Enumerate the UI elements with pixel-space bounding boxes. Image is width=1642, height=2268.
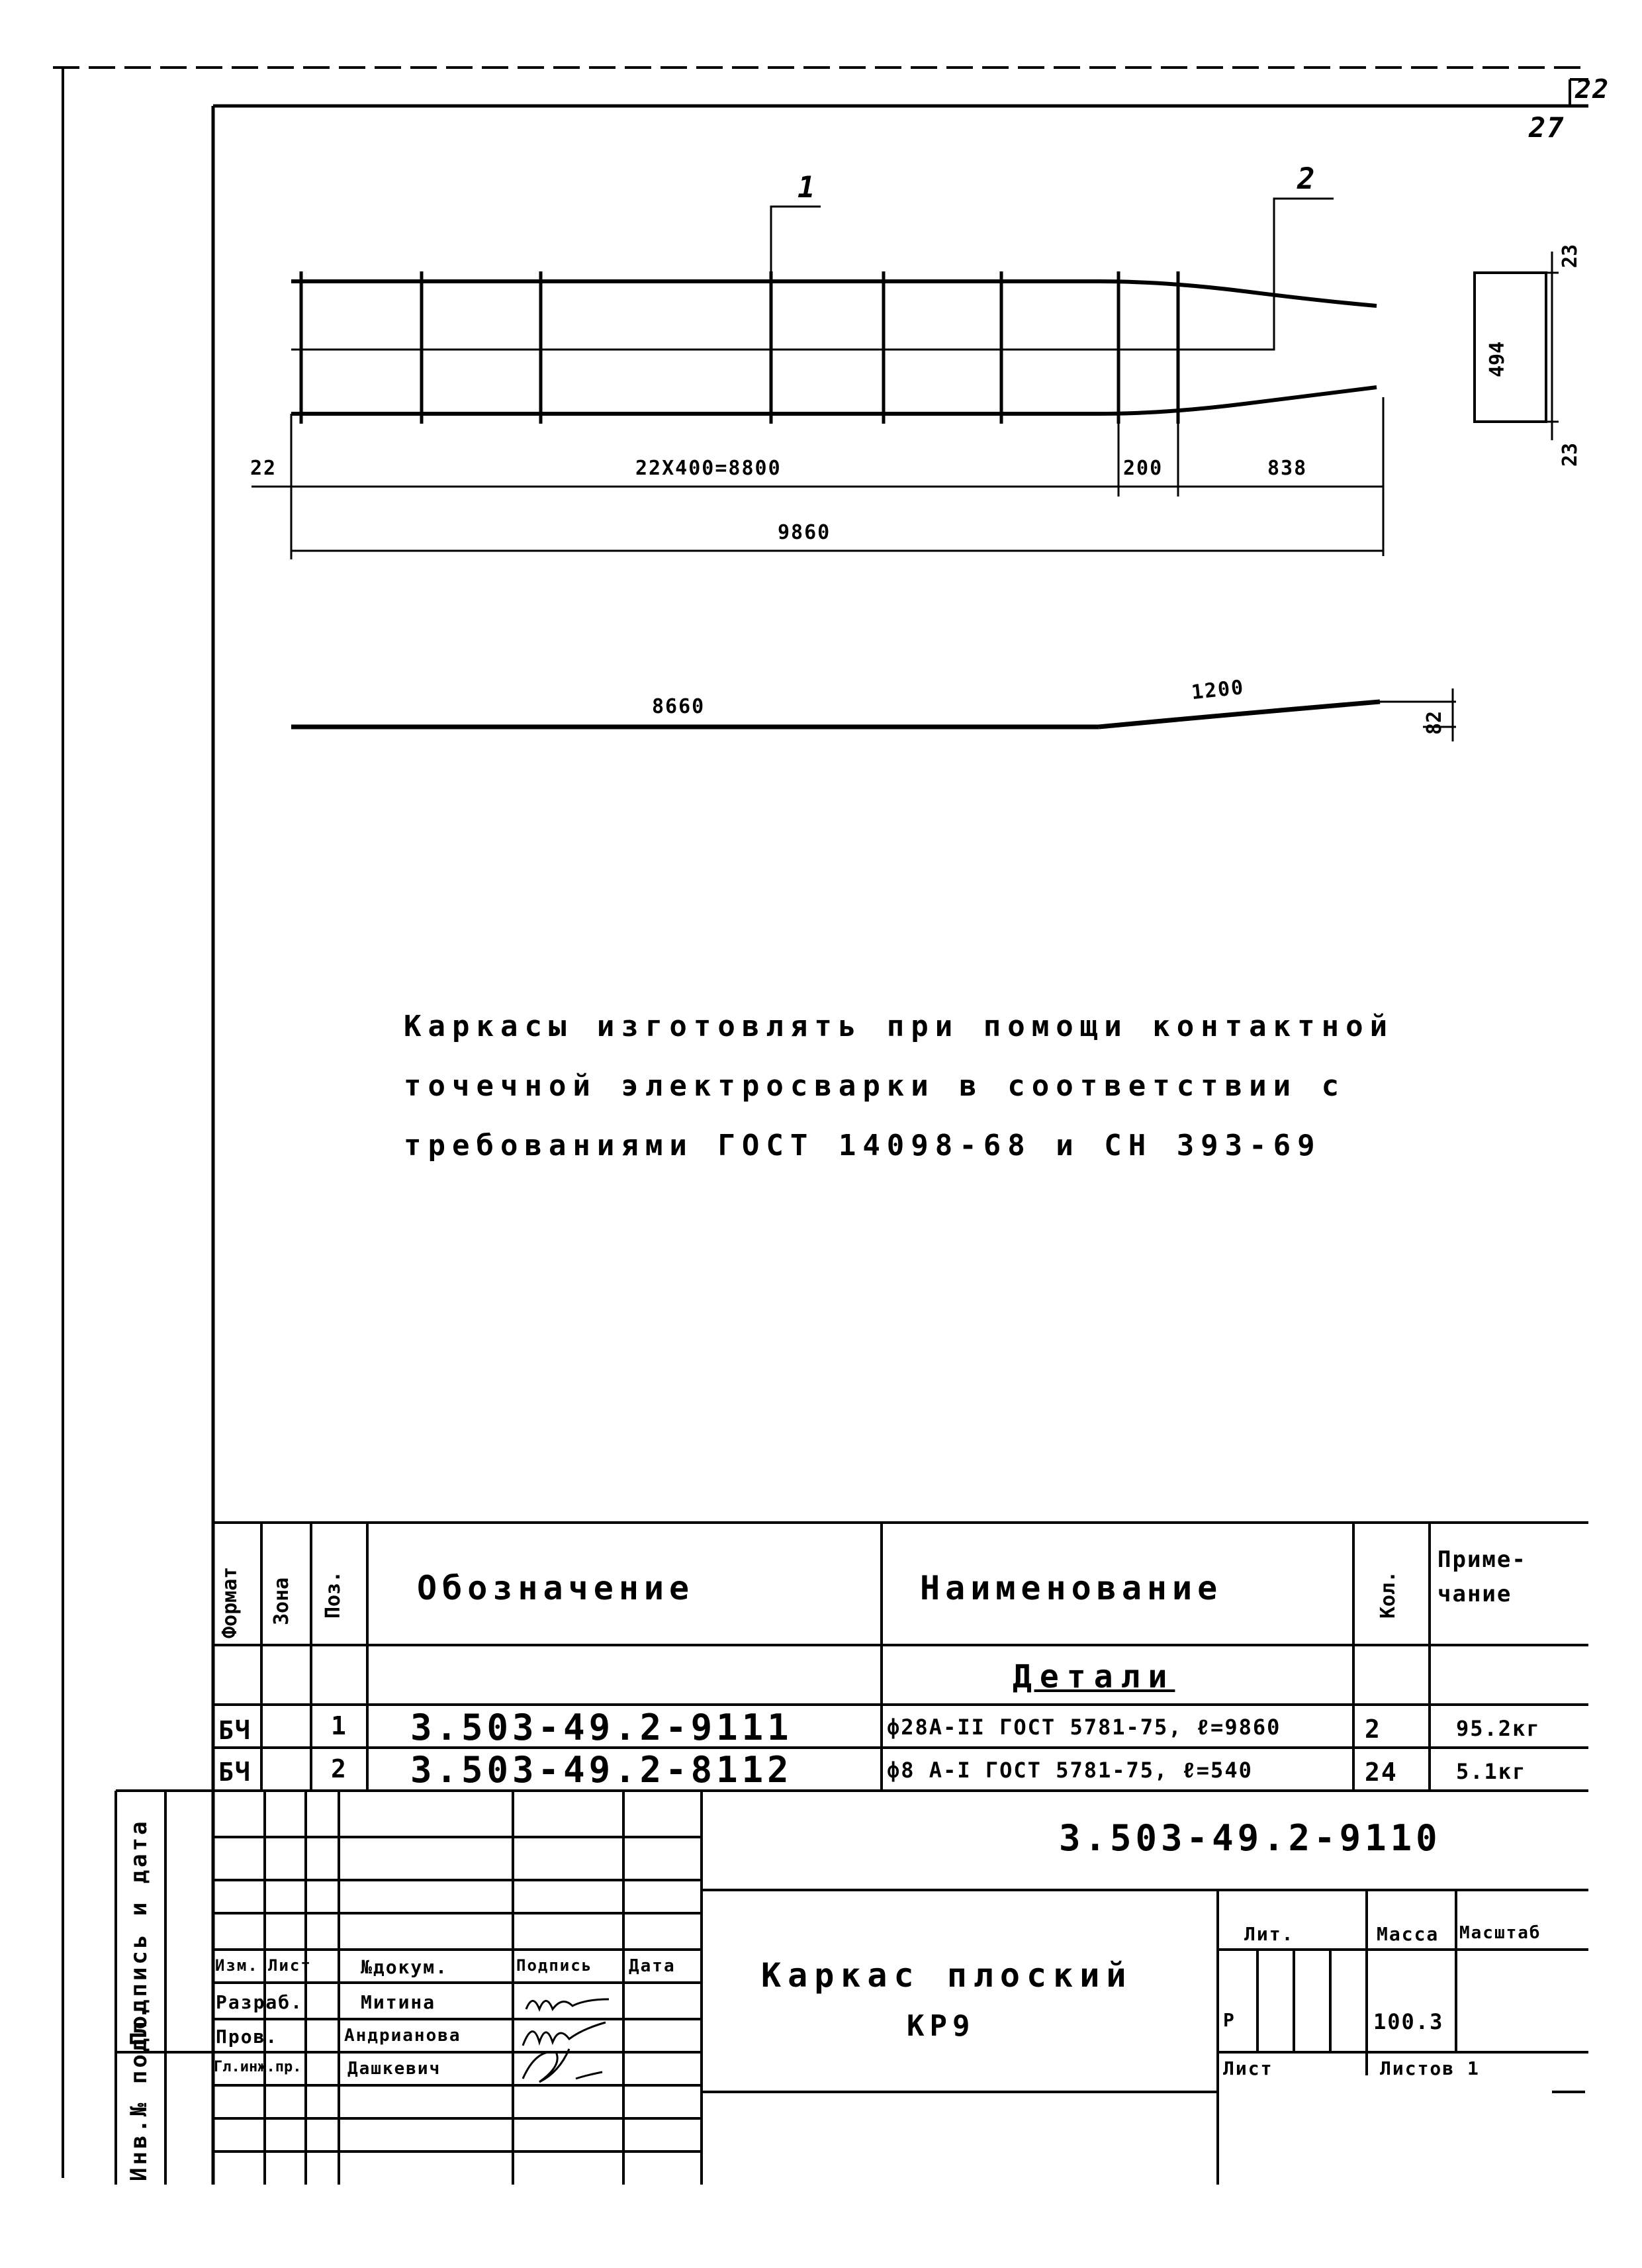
row-2-format: БЧ: [218, 1758, 251, 1787]
role-checker: Пров.: [216, 2026, 279, 2048]
label-date: Дата: [629, 1956, 676, 1976]
label-scale: Масштаб: [1459, 1923, 1541, 1943]
row-1-pos: 1: [331, 1711, 347, 1740]
role-chief-engineer: Гл.инж.пр.: [214, 2059, 302, 2075]
dim-mid-segment: 200: [1123, 457, 1163, 480]
dim-overall-length: 9860: [778, 521, 831, 544]
row-1-qty: 2: [1365, 1715, 1381, 1744]
doc-code: 3.503-49.2-9110: [1059, 1817, 1441, 1859]
row-1-name: ф28А-II ГОСТ 5781-75, ℓ=9860: [887, 1715, 1281, 1740]
dim-end-segment: 838: [1267, 457, 1308, 480]
stamp-sign-date: Подпись и дата: [126, 1819, 152, 2046]
row-2-pos: 2: [331, 1754, 347, 1783]
label-mass: Масса: [1377, 1923, 1439, 1945]
name-checker: Андрианова: [344, 2026, 461, 2046]
dim-section-height: 494: [1486, 341, 1509, 377]
header-note: Приме-чание: [1437, 1546, 1527, 1607]
dim-bent-straight: 8660: [652, 695, 706, 718]
label-ndoc: №докум.: [361, 1956, 449, 1978]
dim-spacing: 22X400=8800: [635, 457, 782, 480]
note-line-2: точечной электросварки в соответствии с: [404, 1069, 1346, 1103]
label-izm: Изм.: [215, 1956, 259, 1975]
stamp-inv-no: Инв.№ подл.: [126, 2003, 152, 2181]
header-qty: Кол.: [1377, 1570, 1400, 1619]
name-developer: Митина: [361, 1991, 436, 2013]
dim-section-top: 23: [1559, 244, 1582, 268]
section-details: Детали: [1013, 1658, 1175, 1695]
row-2-qty: 24: [1365, 1758, 1398, 1787]
dim-section-bottom: 23: [1559, 442, 1582, 467]
row-1-format: БЧ: [218, 1716, 251, 1745]
mass-value: 100.3: [1373, 2009, 1444, 2034]
title-line-2: КР9: [907, 2009, 976, 2043]
label-lit: Лит.: [1244, 1923, 1295, 1945]
name-chief-engineer: Дашкевич: [347, 2059, 441, 2079]
header-zone: Зона: [270, 1577, 293, 1625]
row-1-designation: 3.503-49.2-9111: [410, 1707, 793, 1748]
note-line-3: требованиями ГОСТ 14098-68 и СН 393-69: [404, 1129, 1322, 1162]
dim-left-offset: 22: [250, 457, 277, 480]
label-sheet: Лист: [1223, 2057, 1273, 2079]
row-1-note: 95.2кг: [1456, 1716, 1541, 1741]
row-2-designation: 3.503-49.2-8112: [410, 1749, 793, 1791]
row-2-name: ф8 А-I ГОСТ 5781-75, ℓ=540: [887, 1758, 1253, 1783]
label-sheets: Листов 1: [1380, 2057, 1480, 2079]
lit-value: Р: [1223, 2009, 1236, 2031]
corner-number: 22: [1575, 74, 1610, 105]
dim-bent-taper: 1200: [1190, 675, 1246, 705]
header-format: Формат: [218, 1566, 242, 1638]
leader-2: 2: [1297, 162, 1316, 196]
header-name: Наименование: [920, 1569, 1223, 1607]
dim-bent-offset: 82: [1423, 710, 1446, 735]
header-designation: Обозначение: [417, 1569, 695, 1607]
sheet-page-number: 27: [1529, 111, 1565, 144]
title-line-1: Каркас плоский: [761, 1956, 1133, 1995]
label-sign: Подпись: [516, 1956, 593, 1975]
role-developer: Разраб.: [216, 1991, 304, 2013]
label-list: Лист: [268, 1956, 312, 1975]
header-pos: Поз.: [322, 1570, 345, 1619]
row-2-note: 5.1кг: [1456, 1759, 1527, 1784]
note-line-1: Каркасы изготовлять при помощи контактной: [404, 1010, 1394, 1043]
leader-1: 1: [798, 171, 817, 205]
